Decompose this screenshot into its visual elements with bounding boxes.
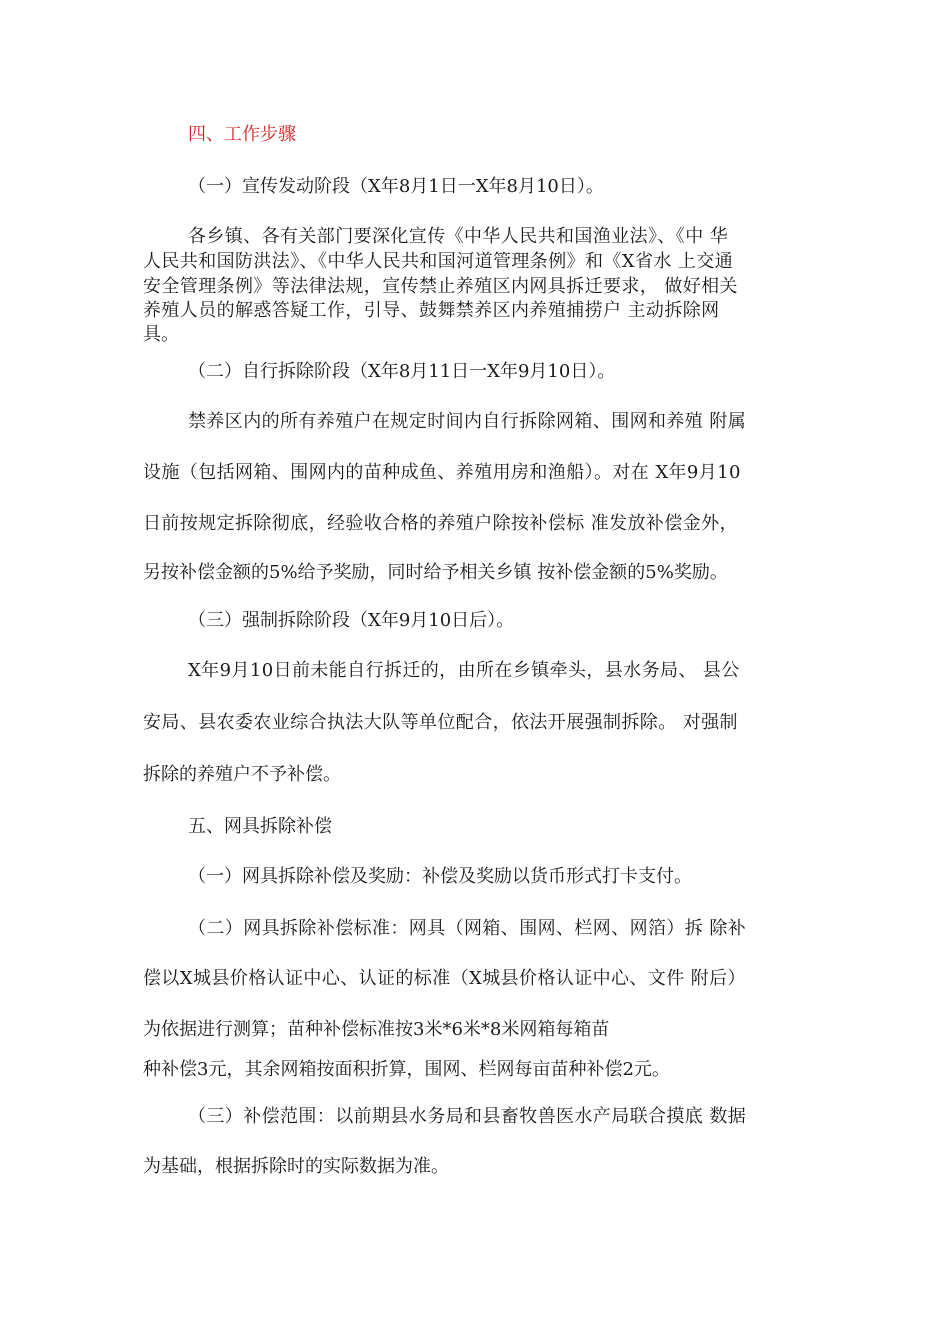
compensation-item-one: （一）网具拆除补偿及奖励：补偿及奖励以货币形式打卡支付。 [188, 866, 692, 887]
compensation-item-two-line: 偿以X城县价格认证中心、认证的标准（X城县价格认证中心、文件 附后） [143, 968, 746, 989]
stage-one-text-line: 安全管理条例》等法律法规，宣传禁止养殖区内网具拆迁要求， 做好相关 [143, 276, 738, 297]
stage-three-text-line: 安局、县农委农业综合执法大队等单位配合，依法开展强制拆除。 对强制 [143, 712, 738, 733]
stage-two-text-line: 设施（包括网箱、围网内的苗种成鱼、养殖用房和渔船）。对在 X年9月10 [143, 462, 741, 483]
stage-two-text-line: 禁养区内的所有养殖户在规定时间内自行拆除网箱、围网和养殖 附属 [188, 411, 747, 432]
stage-two-text-line: 另按补偿金额的5%给予奖励，同时给予相关乡镇 按补偿金额的5%奖励。 [143, 562, 728, 583]
stage-three-text-line: 拆除的养殖户不予补偿。 [143, 764, 341, 785]
stage-one-text-line: 各乡镇、各有关部门要深化宣传《中华人民共和国渔业法》、《中 华 [188, 226, 729, 247]
stage-one-text-line: 养殖人员的解惑答疑工作，引导、鼓舞禁养区内养殖捕捞户 主动拆除网 [143, 300, 720, 321]
compensation-item-three-line: 为基础，根据拆除时的实际数据为准。 [143, 1156, 449, 1177]
section-heading-four: 四、工作步骤 [188, 124, 296, 145]
stage-one-title: （一）宣传发动阶段（X年8月1日一X年8月10日）。 [188, 176, 604, 197]
compensation-item-two-line: 种补偿3元，其余网箱按面积折算，围网、栏网每亩苗种补偿2元。 [143, 1059, 670, 1080]
stage-two-title: （二）自行拆除阶段（X年8月11日一X年9月10日）。 [188, 361, 616, 382]
section-heading-five: 五、网具拆除补偿 [188, 816, 332, 837]
stage-two-text-line: 日前按规定拆除彻底，经验收合格的养殖户除按补偿标 准发放补偿金外， [143, 513, 738, 534]
stage-one-text-line: 人民共和国防洪法》、《中华人民共和国河道管理条例》和《X省水 上交通 [143, 251, 734, 272]
compensation-item-two-line: （二）网具拆除补偿标准：网具（网箱、围网、栏网、网箔）拆 除补 [188, 918, 747, 939]
stage-three-text-line: X年9月10日前未能自行拆迁的，由所在乡镇牵头，县水务局、 县公 [188, 660, 740, 681]
compensation-item-two-line: 为依据进行测算；苗种补偿标准按3米*6米*8米网箱每箱苗 [143, 1019, 610, 1040]
stage-three-title: （三）强制拆除阶段（X年9月10日后）。 [188, 610, 515, 631]
stage-one-text-line: 具。 [143, 324, 179, 345]
compensation-item-three-line: （三）补偿范围：以前期县水务局和县畜牧兽医水产局联合摸底 数据 [188, 1106, 747, 1127]
